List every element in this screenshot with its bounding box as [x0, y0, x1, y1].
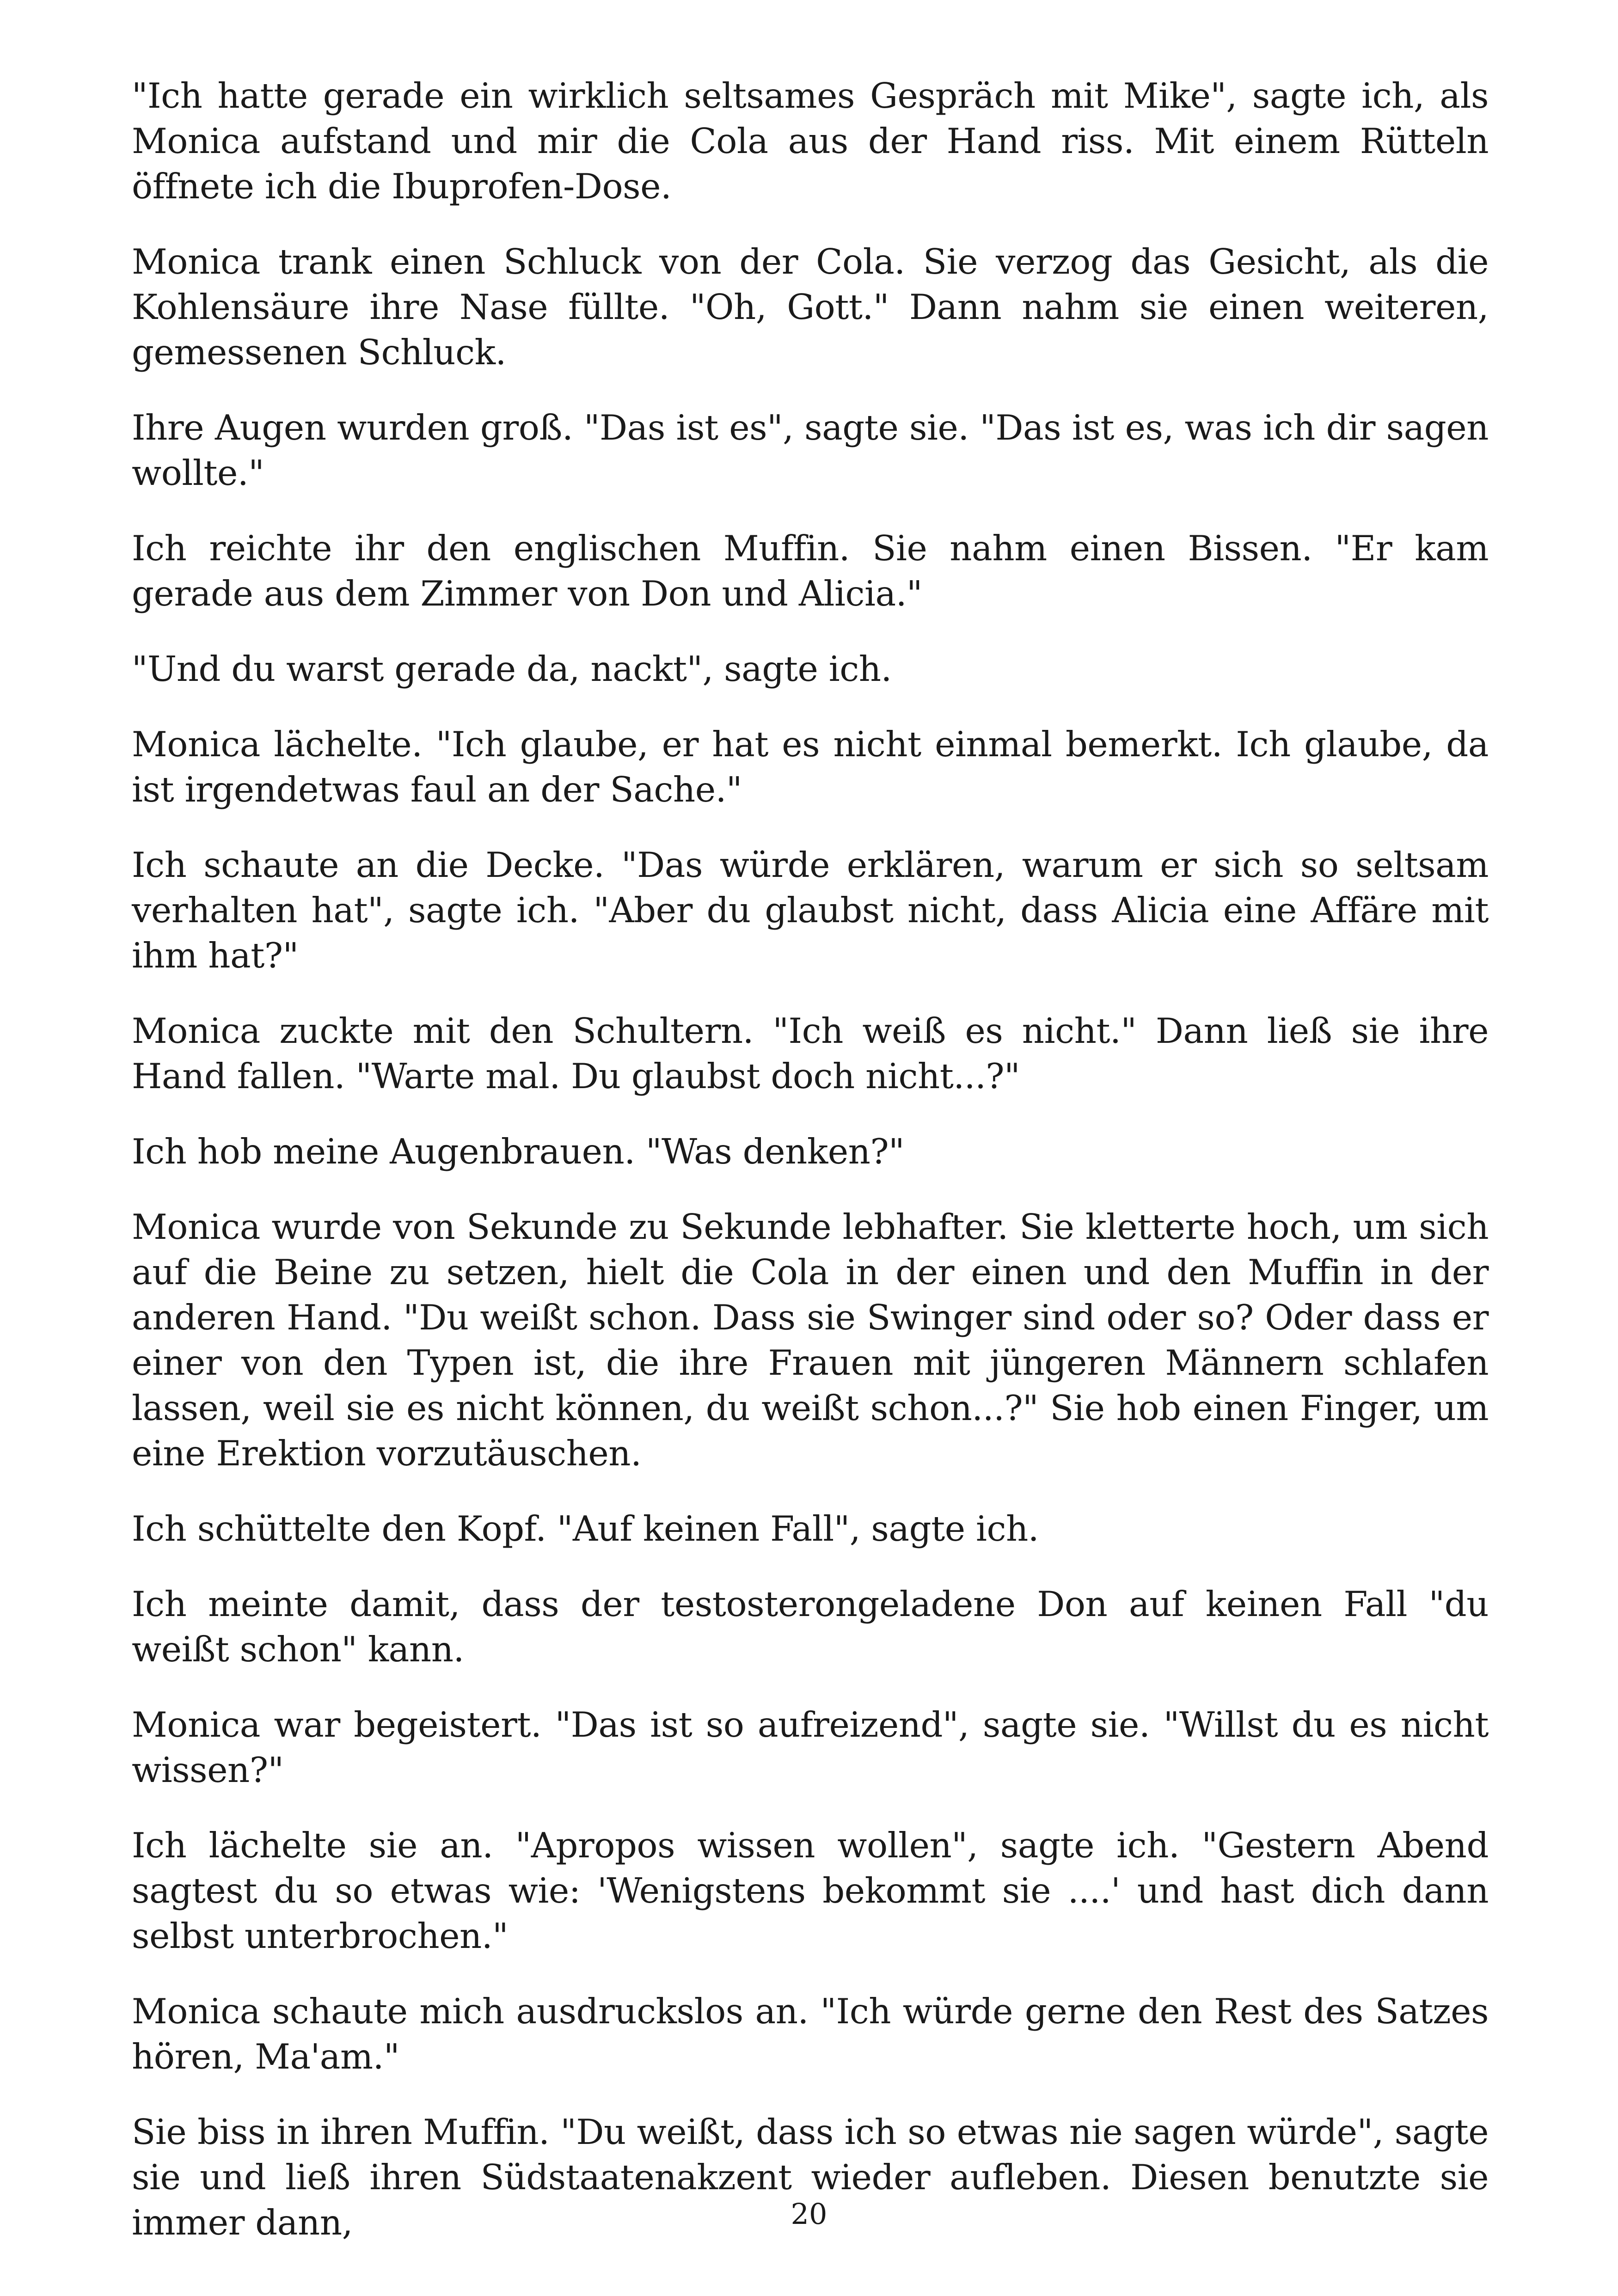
paragraph: Monica wurde von Sekunde zu Sekunde lebhafter. Sie kletterte hoch, um sich auf die Beine zu setzen, hielt die Cola in der einen und den Muffin in der anderen Hand. "Du weißt schon. Dass sie Swinger sind oder so? Oder dass er einer von den Typen ist, die ihre Frauen mit jüngeren Männern schlafen lassen, weil sie es nicht können, du weißt schon...?" Sie hob einen Finger, um eine Erektion vorzutäuschen.	[132, 1206, 1489, 1474]
paragraph: Ich schaute an die Decke. "Das würde erklären, warum er sich so seltsam verhalten hat", sagte ich. "Aber du glaubst nicht, dass Alicia eine Affäre mit ihm hat?"	[132, 845, 1489, 976]
paragraph: Monica war begeistert. "Das ist so aufreizend", sagte sie. "Willst du es nicht wissen?"	[132, 1704, 1489, 1790]
paragraph: "Und du warst gerade da, nackt", sagte ich.	[132, 649, 892, 689]
paragraph: Ich hob meine Augenbrauen. "Was denken?"	[132, 1131, 905, 1172]
paragraph: Ich schüttelte den Kopf. "Auf keinen Fall", sagte ich.	[132, 1508, 1039, 1549]
body-text	[132, 73, 1489, 2245]
paragraph: Ihre Augen wurden groß. "Das ist es", sagte sie. "Das ist es, was ich dir sagen wollte."	[132, 407, 1489, 493]
paragraph: Ich meinte damit, dass der testosterongeladene Don auf keinen Fall "du weißt schon" kann.	[132, 1584, 1489, 1670]
paragraph: Monica lächelte. "Ich glaube, er hat es nicht einmal bemerkt. Ich glaube, da ist irgendetwas faul an der Sache."	[132, 724, 1489, 810]
paragraph: Monica zuckte mit den Schultern. "Ich weiß es nicht." Dann ließ sie ihre Hand fallen. "Warte mal. Du glaubst doch nicht...?"	[132, 1010, 1489, 1096]
paragraph: Ich lächelte sie an. "Apropos wissen wollen", sagte ich. "Gestern Abend sagtest du so etwas wie: 'Wenigstens bekommt sie ....' und hast dich dann selbst unterbrochen."	[132, 1825, 1489, 1956]
page-number: 20	[791, 2197, 827, 2231]
paragraph: Monica schaute mich ausdruckslos an. "Ich würde gerne den Rest des Satzes hören, Ma'am."	[132, 1991, 1489, 2077]
paragraph: Sie biss in ihren Muffin. "Du weißt, dass ich so etwas nie sagen würde", sagte sie und ließ ihren Südstaatenakzent wieder aufleben. Diesen benutzte sie immer dann,	[132, 2112, 1489, 2243]
paragraph: Ich reichte ihr den englischen Muffin. Sie nahm einen Bissen. "Er kam gerade aus dem Zimmer von Don und Alicia."	[132, 528, 1489, 614]
paragraph: "Ich hatte gerade ein wirklich seltsames Gespräch mit Mike", sagte ich, als Monica aufstand und mir die Cola aus der Hand riss. Mit einem Rütteln öffnete ich die Ibuprofen-Dose.	[132, 75, 1489, 207]
paragraph: Monica trank einen Schluck von der Cola. Sie verzog das Gesicht, als die Kohlensäure ihre Nase füllte. "Oh, Gott." Dann nahm sie einen weiteren, gemessenen Schluck.	[132, 241, 1489, 373]
